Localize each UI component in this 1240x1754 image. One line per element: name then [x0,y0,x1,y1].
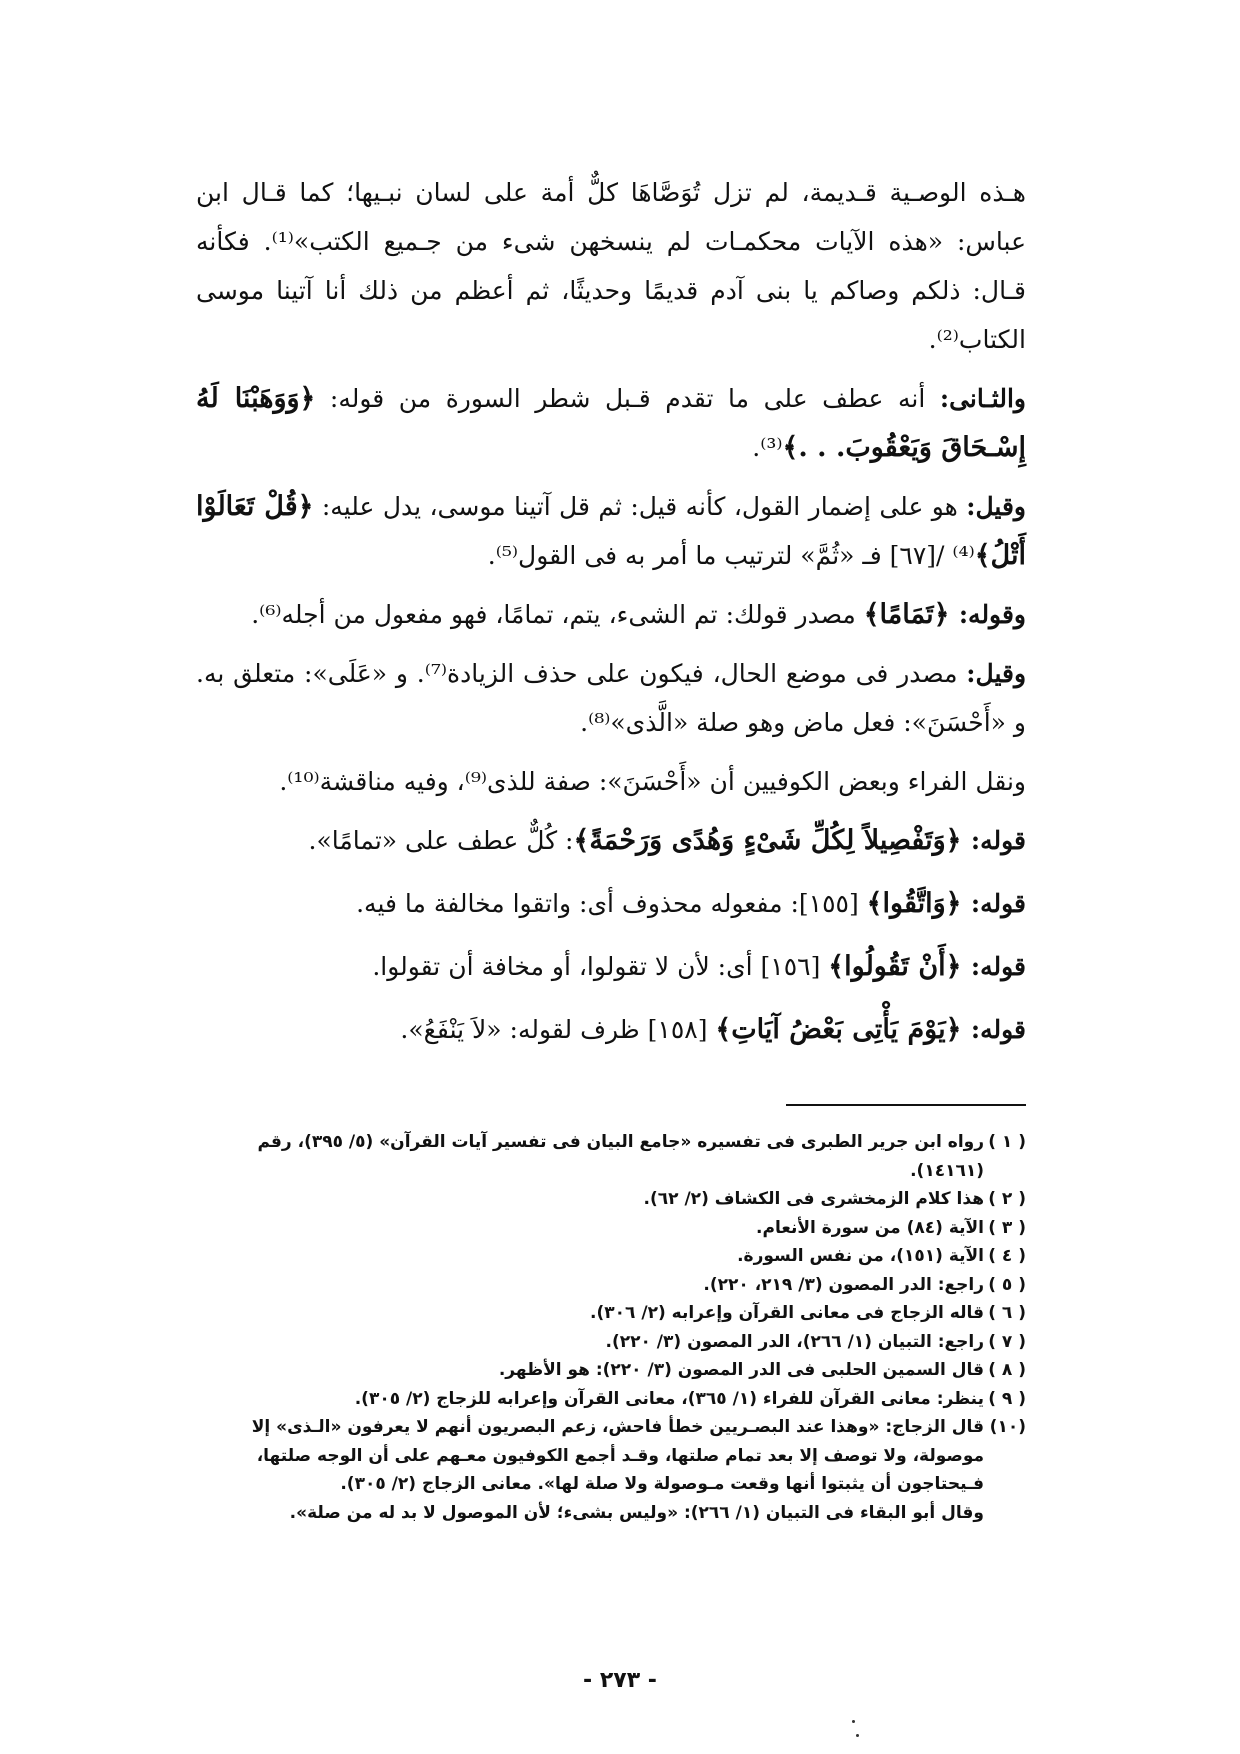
quran-verse-2: ﴿قُلْ تَعَالَوْا أَتْلُ﴾ [196,491,1026,571]
verse-line-3-lead: قوله: [970,952,1026,981]
footnote-10 [196,1413,1026,1499]
verse-line-2 [196,879,1026,928]
verse-line-1-quran: ﴿وَتَفْصِيلاً لِكُلِّ شَىْءٍ وَهُدًى وَرَحْمَةً﴾ [573,825,971,856]
footnote-number: (١٠) [989,1417,1026,1437]
verse-line-4-lead: قوله: [970,1015,1026,1044]
footnote-number: ( ١ ) [988,1132,1026,1152]
footnote-1 [196,1128,1026,1185]
footnote-6 [196,1299,1026,1328]
footnote-text: قال السمين الحلبى فى الدر المصون (٣/ ٢٢٠): هو الأظهر. [498,1360,984,1380]
paragraph-4 [196,590,1026,639]
paragraph-5-text: مصدر فى موضع الحال، فيكون على حذف الزيادة⁽⁷⁾. و «عَلَى»: متعلق به. و «أَحْسَنَ»: فعل ماض وهو صلة «الَّذى»⁽⁸⁾. [196,659,1026,737]
footnote-separator [786,1104,1026,1106]
paragraph-6 [196,757,1026,806]
verse-line-4-text: [١٥٨] ظرف لقوله: «لاَ يَنْفَعُ». [400,1015,716,1044]
paragraph-5-lead: وقيل: [966,659,1027,688]
verse-line-2-lead: قوله: [970,889,1026,918]
paragraph-3 [196,482,1026,580]
footnote-text: الآية (٨٤) من سورة الأنعام. [756,1217,984,1238]
verse-line-3 [196,942,1026,991]
paragraph-3-lead: وقيل: [966,492,1026,521]
paragraph-2-end: ⁽³⁾. [752,433,783,462]
scan-speck [852,1720,855,1723]
paragraph-2 [196,374,1026,472]
verse-line-3-text: [١٥٦] أى: لأن لا تقولوا، أو مخافة أن تقولوا. [372,952,829,981]
paragraph-6-text: ونقل الفراء وبعض الكوفيين أن «أَحْسَنَ»: صفة للذى⁽⁹⁾، وفيه مناقشة⁽¹⁰⁾. [279,767,1026,796]
verse-line-2-quran: ﴿وَاتَّقُوا﴾ [866,888,971,919]
verse-line-4 [196,1005,1026,1054]
page-number: - ٢٧٣ - [583,1668,657,1693]
footnote-number: ( ٩ ) [988,1388,1026,1409]
paragraph-2-lead: والثـانى: [939,384,1026,413]
paragraph-4-lead: وقوله: [958,600,1026,629]
footnote-4 [196,1242,1026,1271]
footnote-3 [196,1214,1026,1243]
footnote-number: ( ٤ ) [988,1246,1026,1266]
footnote-text: راجع: التبيان (١/ ٢٦٦)، الدر المصون (٣/ ٢٢٠). [605,1331,984,1352]
paragraph-1-text: هـذه الوصـية قـديمة، لم تزل تُوَصَّاهَا كلٌّ أمة على لسان نبـيها؛ كما قـال ابن عباس: «هذه الآيات محكمـات لم ينسخهن شىء من جـميع الكتب»⁽¹⁾. فكأنه قـال: ذلكم وصاكم يا بنى آدم قديمًا وحديثًا، ثم أعظم من ذلك أنا آتينا موسى الكتاب⁽²⁾. [196,178,1026,354]
footnote-9 [196,1385,1026,1414]
footnote-text: الآية (١٥١)، من نفس السورة. [737,1246,984,1266]
footnote-number: ( ٨ ) [988,1360,1026,1380]
footnote-number: ( ٢ ) [988,1189,1026,1209]
scan-speck [856,1734,859,1737]
footnotes [196,1128,1026,1527]
footnote-text: قاله الزجاج فى معانى القرآن وإعرابه (٢/ ٣٠٦). [590,1303,984,1323]
footnote-text: قال الزجاج: «وهذا عند البصـريين خطأ فاحش، زعم البصريون أنهم لا يعرفون «الـذى» إلا موصولة، ولا توصف إلا بعد تمام صلتها، وقـد أجمع الكوفيون معـهم على أن الوجه صلتها، فـيحتاجون أن يثبتوا أنها وقعت مـوصولة ولا صلة لها». معانى الزجاج (٢/ ٣٠٥). [251,1417,984,1494]
footnote-8 [196,1356,1026,1385]
quran-verse-1: ﴿وَوَهَبْنَا لَهُ إِسْـحَاقَ وَيَعْقُوبَ. . .﴾ [196,383,1026,463]
paragraph-2-text: أنه عطف على ما تقدم قـبل شطر السورة من قوله: [315,384,940,413]
footnote-7 [196,1328,1026,1357]
verse-line-1-lead: قوله: [970,826,1026,855]
footnote-text: ينظر: معانى القرآن للفراء (١/ ٣٦٥)، معانى القرآن وإعرابه للزجاج (٢/ ٣٠٥). [354,1388,984,1409]
paragraph-3-text: هو على إضمار القول، كأنه قيل: ثم قل آتينا موسى، يدل عليه: [313,492,967,521]
paragraph-3-end: ⁽⁴⁾ /[٦٧] فـ «ثُمَّ» لترتيب ما أمر به فى القول⁽⁵⁾. [487,541,975,570]
paragraph-4-text: مصدر قولك: تم الشىء، يتم، تمامًا، فهو مفعول من أجله⁽⁶⁾. [251,600,864,629]
footnote-number: ( ٥ ) [988,1274,1026,1295]
paragraph-1 [196,168,1026,364]
footnote-number: ( ٦ ) [988,1303,1026,1323]
verse-line-1 [196,816,1026,865]
footnote-2 [196,1185,1026,1214]
footnote-number: ( ٣ ) [988,1217,1026,1238]
footnote-text: هذا كلام الزمخشرى فى الكشاف (٢/ ٦٢). [643,1189,984,1209]
footnote-5 [196,1271,1026,1300]
footnote-10-continuation: وقال أبو البقاء فى التبيان (١/ ٢٦٦): «وليس بشىء؛ لأن الموصول لا بد له من صلة». [289,1502,984,1523]
footnote-text: رواه ابن جرير الطبرى فى تفسيره «جامع البيان فى تفسير آيات القرآن» (٥/ ٣٩٥)، رقم (١٤١٦١). [257,1132,984,1181]
footnote-number: ( ٧ ) [988,1331,1026,1352]
verse-line-1-text: : كُلٌّ عطف على «تمامًا». [308,826,574,855]
verse-line-2-text: [١٥٥]: مفعوله محذوف أى: واتقوا مخالفة ما فيه. [356,889,867,918]
quran-verse-3: ﴿تَمَامًا﴾ [863,599,959,630]
verse-line-4-quran: ﴿يَوْمَ يَأْتِى بَعْضُ آيَاتِ﴾ [715,1014,971,1045]
main-text [196,168,1026,1068]
verse-line-3-quran: ﴿أَنْ تَقُولُوا﴾ [828,951,971,982]
paragraph-5 [196,649,1026,747]
footnote-text: راجع: الدر المصون (٣/ ٢١٩، ٢٢٠). [703,1274,984,1295]
